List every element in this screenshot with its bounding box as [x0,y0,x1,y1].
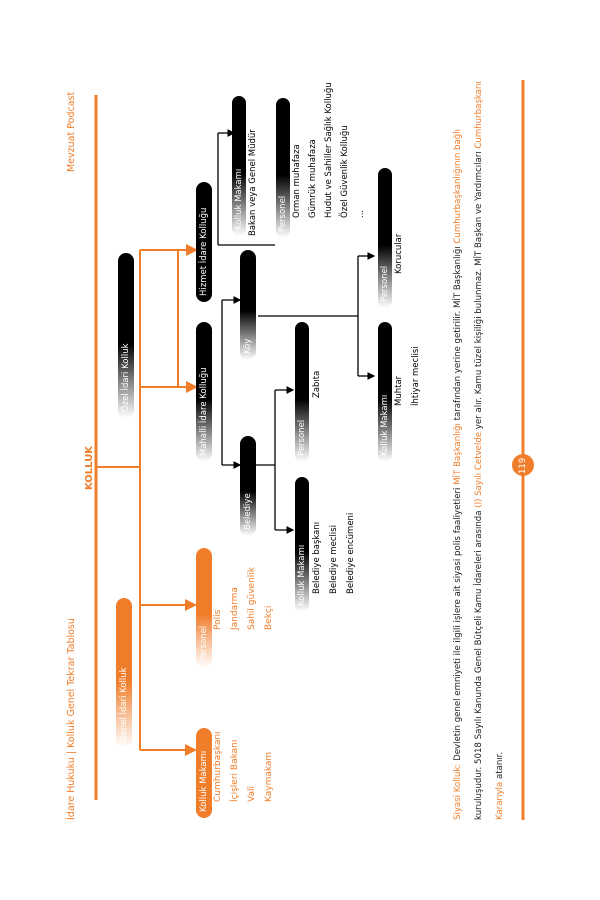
genel-personel-pill [196,548,212,668]
genel-makam-item: Cumhurbaşkanı [213,731,223,802]
genel-personel-pill-label: Personel [198,625,209,662]
koy-makam-pill-label: Kolluk Makamı [379,394,390,456]
hizmet-makam-pill [232,96,246,236]
belediye-personel-pill [295,322,309,462]
paragraph-highlight: Cumhurbaşkanı Kararıyla [474,81,505,820]
koy-personel-pill [378,168,392,308]
mahalli-pill-label: Mahalli İdare Kolluğu [198,367,209,456]
hizmet-personel-item: Özel Güvenlik Kolluğu [340,125,350,218]
paragraph-highlight: Siyasi Kolluk: [453,763,463,820]
hizmet-pill [196,182,212,302]
paragraph-highlight: Cumhurbaşkanlığının bağlı [453,129,463,244]
koy-personel-item: Korucular [394,233,404,274]
genel-makam-item: Vali [247,786,257,802]
belediye-personel-pill-label: Personel [296,419,307,456]
koy-makam-item: Muhtar [394,375,404,406]
paragraph-text: atanır. [495,751,505,782]
koy-makam-pill [378,322,392,462]
paragraph-text: yer alır. Kamu tüzel kişiliği bulunmaz. MİT Başkan ve Yardımcıları [474,148,484,432]
paragraph-highlight: MİT Başkanlığı [453,423,463,485]
paragraph [448,80,511,820]
ozel-pill-label: Özel İdari Kolluk [120,343,131,412]
hizmet-makam-item: Bakan veya Genel Müdür [248,129,258,236]
belediye-makam-item: Belediye başkanı [312,521,322,594]
ozel-pill [118,253,134,418]
paragraph-text: tarafından yerine getirilir. MİT Başkanlığı [453,243,463,424]
mahalli-pill [196,322,212,462]
belediye-makam-pill-label: Kolluk Makamı [296,544,307,606]
page-number: 119 [518,457,528,474]
belediye-pill [240,436,256,536]
hizmet-personel-item: ... [356,209,366,218]
header-right: Mevzuat Podcast [66,91,77,172]
genel-makam-pill-label: Kolluk Makamı [198,750,209,812]
genel-personel-item: Polis [213,609,223,630]
paragraph-text: kuruluşudur. 5018 Sayılı Kanunda Genel Bütçeli Kamu İdareleri arasında [474,507,484,820]
genel-makam-item: Kaymakam [264,751,274,802]
koy-pill [240,250,256,360]
genel-pill [116,598,132,748]
hizmet-makam-pill-label: Kolluk Makamı [233,168,244,230]
header-left: İdare Hukuku | Kolluk Genel Tekrar Tablosu [66,618,77,820]
root-label: KOLLUK [84,445,95,490]
paragraph-highlight: (I) Sayılı Cetvelde [474,431,484,508]
belediye-makam-item: Belediye encümeni [346,512,356,594]
hizmet-personel-pill-label: Personel [277,195,288,232]
hizmet-personel-item: Gümrük muhafaza [308,139,318,218]
hizmet-pill-label: Hizmet İdare Kolluğu [198,207,209,296]
belediye-pill-label: Belediye [242,493,253,530]
genel-personel-item: Jandarma [230,587,240,630]
koy-makam-item: İhtiyar meclisi [411,346,421,406]
belediye-makam-item: Belediye meclisi [329,524,339,594]
koy-personel-pill-label: Personel [379,265,390,302]
genel-personel-item: Bekçi [264,605,274,630]
genel-makam-item: İçişleri Bakanı [230,739,240,802]
genel-personel-item: Sahil güvenlik [247,567,257,630]
koy-pill-label: Köy [242,338,253,354]
paragraph-text: Devletin genel emniyeti ile ilgili işlere ait siyasi polis faaliyetleri [453,484,463,764]
genel-pill-label: Genel İdari Kolluk [118,667,129,742]
hizmet-personel-pill [276,98,290,238]
belediye-personel-item: Zabıta [312,370,322,398]
hizmet-personel-item: Orman muhafaza [292,144,302,218]
belediye-makam-pill [295,477,309,612]
genel-makam-pill [196,728,212,818]
hizmet-personel-item: Hudut ve Sahiller Sağlık Kolluğu [324,82,334,218]
